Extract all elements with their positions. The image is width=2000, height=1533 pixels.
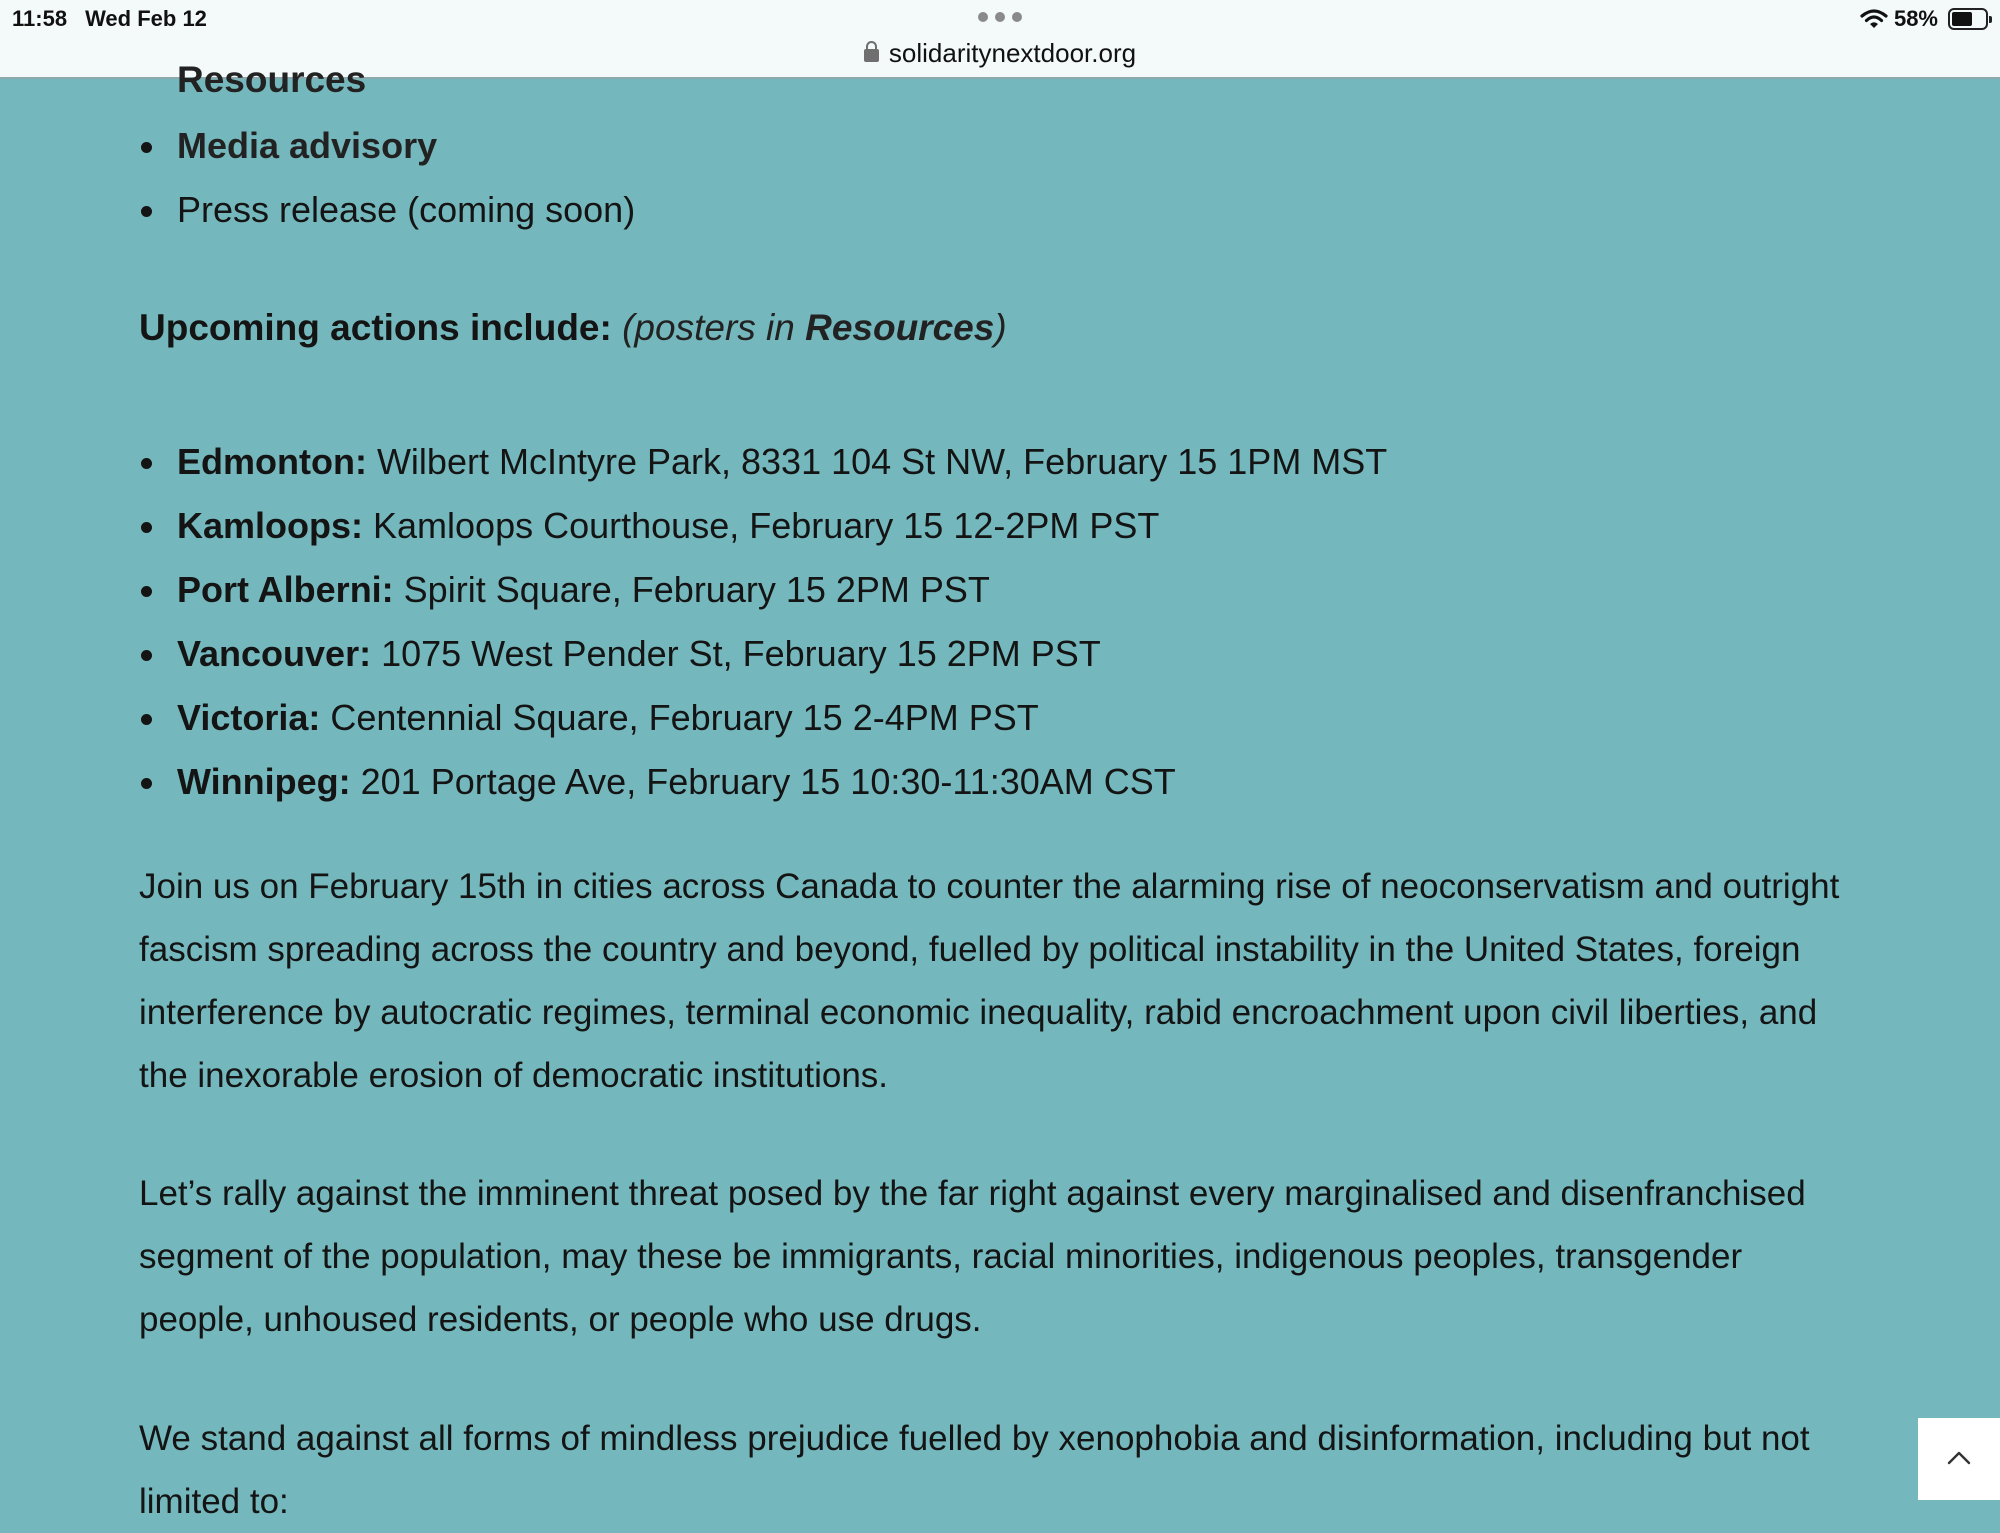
upcoming-heading-label: Upcoming actions include: <box>139 307 612 348</box>
posters-note: (posters in Resources) <box>622 307 1007 348</box>
url-text: solidaritynextdoor.org <box>888 38 1137 68</box>
press-release-item: Press release (coming soon) <box>139 178 635 242</box>
city-label: Winnipeg: <box>177 761 351 802</box>
status-clock <box>12 6 225 32</box>
list-item <box>139 558 1387 622</box>
status-indicators <box>1860 6 1988 32</box>
status-time: 11:58 <box>12 6 68 31</box>
wifi-icon <box>1860 8 1888 30</box>
rally-paragraph: Let’s rally against the imminent threat posed by the far right against every marginalised and disenfranchised segment of the population, may these be immigrants, racial minorities, indigenous peoples, transgender people, unhoused residents, or people who use drugs. <box>139 1174 1806 1339</box>
actions-list <box>139 430 1387 814</box>
city-label: Port Alberni: <box>177 569 394 610</box>
chevron-up-icon <box>1946 1450 1972 1466</box>
partial-heading: Resources <box>177 59 367 100</box>
media-advisory-link[interactable]: Media advisory <box>139 114 635 178</box>
stance-paragraph: We stand against all forms of mindless prejudice fuelled by xenophobia and disinformation, including but not limited to: <box>139 1419 1810 1521</box>
city-label: Victoria: <box>177 697 321 738</box>
more-dots-icon[interactable] <box>978 12 1022 24</box>
action-detail: Centennial Square, February 15 2-4PM PST <box>320 697 1039 738</box>
battery-percent: 58% <box>1893 6 1938 31</box>
lock-icon <box>864 49 879 62</box>
list-item <box>139 430 1387 494</box>
resources-link[interactable]: Resources <box>805 307 995 348</box>
city-label: Kamloops: <box>177 505 364 546</box>
status-date: Wed Feb 12 <box>85 6 207 31</box>
list-item <box>139 622 1387 686</box>
city-label: Edmonton: <box>177 441 367 482</box>
action-detail: Kamloops Courthouse, February 15 12-2PM PST <box>363 505 1160 546</box>
battery-icon <box>1948 8 1988 30</box>
intro-paragraph: Join us on February 15th in cities across Canada to counter the alarming rise of neoconservatism and outright fascism spreading across the country and beyond, fuelled by political instability in the United States, foreign interference by autocratic regimes, terminal economic inequality, rabid encroachment upon civil liberties, and the inexorable erosion of democratic institutions. <box>139 867 1840 1095</box>
upcoming-actions-heading <box>139 298 1007 358</box>
action-detail: Wilbert McIntyre Park, 8331 104 St NW, February 15 1PM MST <box>366 441 1388 482</box>
list-item <box>139 750 1387 814</box>
resource-list <box>139 114 635 242</box>
action-detail: 1075 West Pender St, February 15 2PM PST <box>371 633 1101 674</box>
action-detail: Spirit Square, February 15 2PM PST <box>393 569 990 610</box>
list-item <box>139 686 1387 750</box>
scroll-to-top-button[interactable] <box>1918 1418 2000 1500</box>
action-detail: 201 Portage Ave, February 15 10:30-11:30AM CST <box>350 761 1176 802</box>
list-item <box>139 494 1387 558</box>
city-label: Vancouver: <box>177 633 372 674</box>
